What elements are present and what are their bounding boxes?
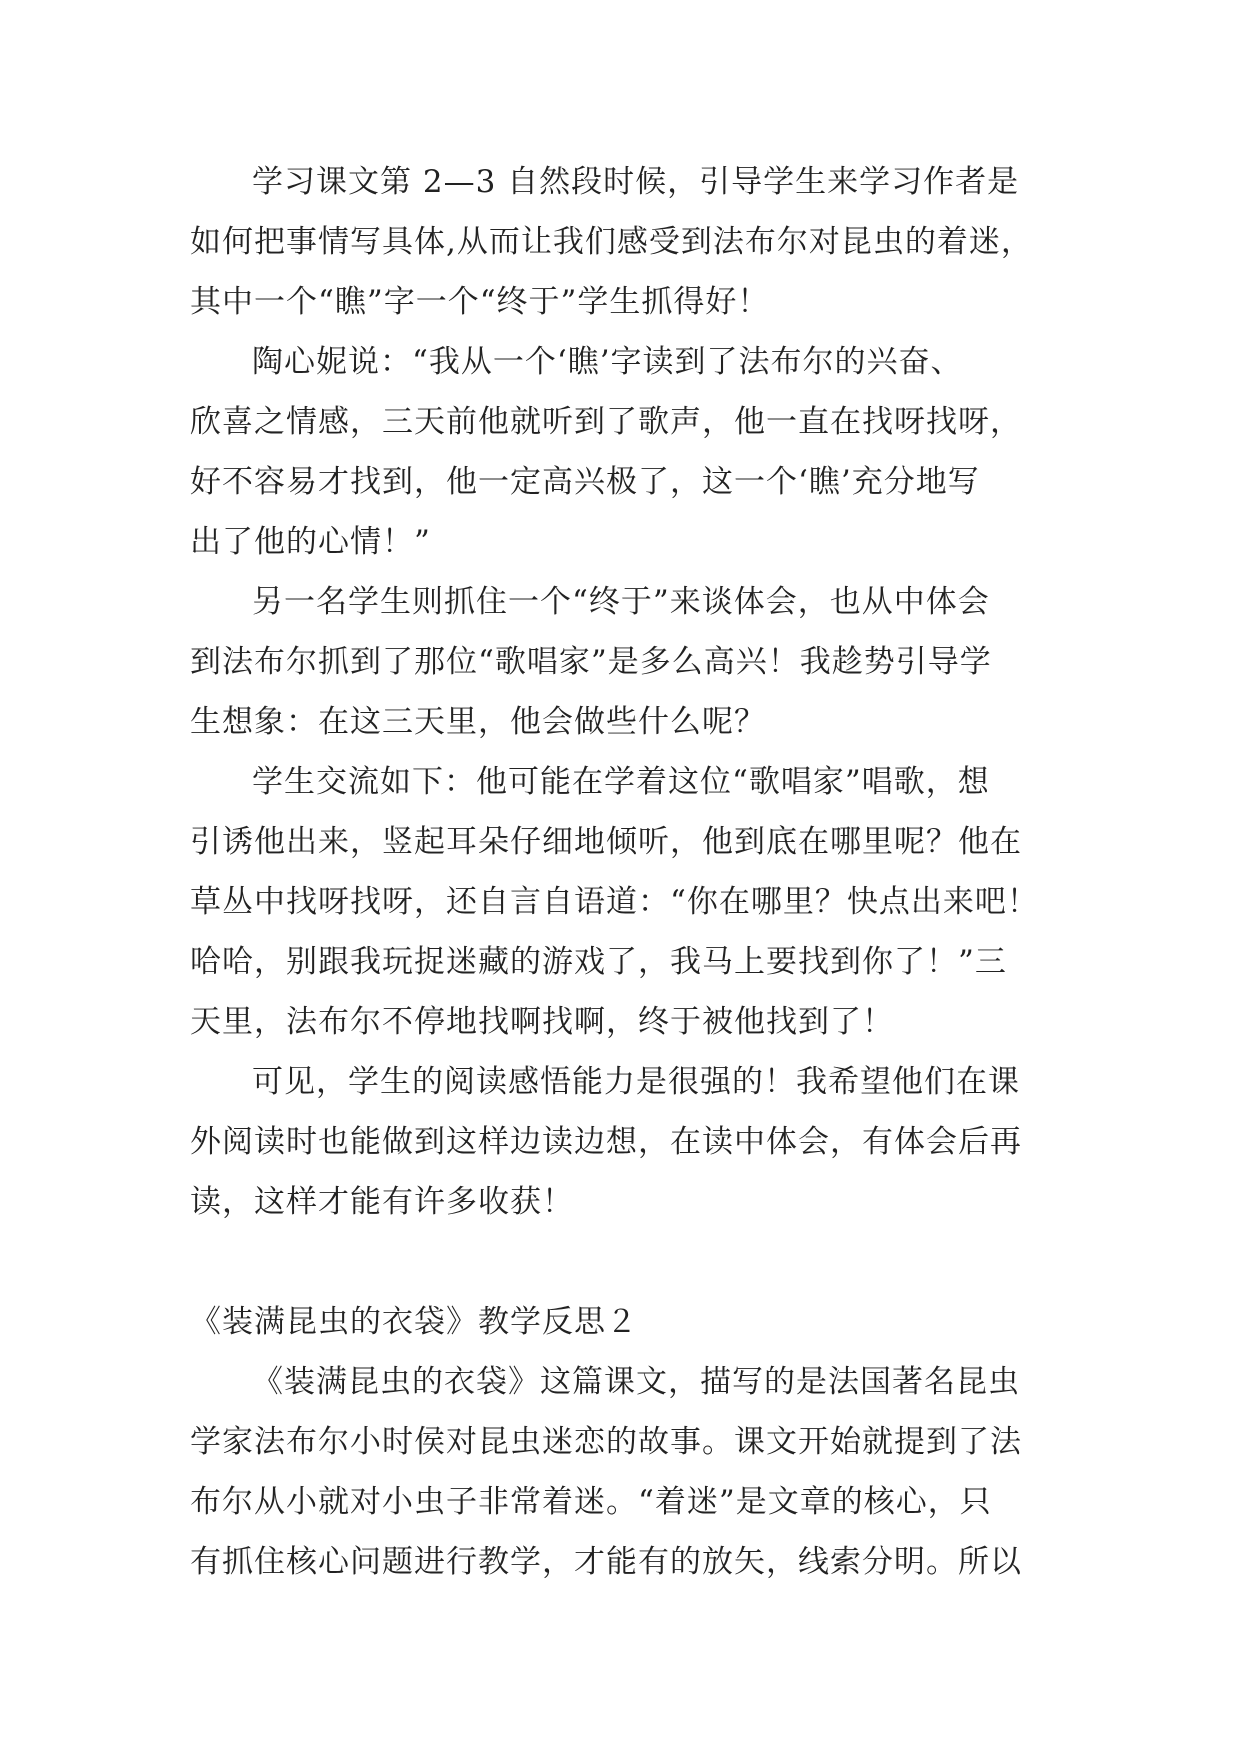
paragraph-4-line-2: 引诱他出来，竖起耳朵仔细地倾听，他到底在哪里呢？他在	[190, 824, 1022, 860]
paragraph-2-line-2: 欣喜之情感，三天前他就听到了歌声，他一直在找呀找呀，	[190, 404, 1022, 440]
paragraph-3-line-2: 到法布尔抓到了那位“歌唱家”是多么高兴！我趁势引导学	[190, 644, 992, 680]
paragraph-6-line-2: 学家法布尔小时侯对昆虫迷恋的故事。课文开始就提到了法	[190, 1424, 1022, 1460]
section-heading: 《装满昆虫的衣袋》教学反思２	[190, 1304, 638, 1340]
paragraph-2-line-3: 好不容易才找到，他一定高兴极了，这一个‘瞧’充分地写	[190, 464, 980, 500]
paragraph-6-line-1: 《装满昆虫的衣袋》这篇课文，描写的是法国著名昆虫	[252, 1364, 1020, 1400]
paragraph-4-line-5: 天里，法布尔不停地找啊找啊，终于被他找到了！	[190, 1004, 894, 1040]
paragraph-3-line-1: 另一名学生则抓住一个“终于”来谈体会，也从中体会	[252, 584, 990, 620]
paragraph-5-line-1: 可见，学生的阅读感悟能力是很强的！我希望他们在课	[252, 1064, 1020, 1100]
paragraph-3-line-3: 生想象：在这三天里，他会做些什么呢？	[190, 704, 766, 740]
paragraph-4-line-4: 哈哈，别跟我玩捉迷藏的游戏了，我马上要找到你了！”三	[190, 944, 1007, 980]
paragraph-2-line-1: 陶心妮说：“我从一个‘瞧’字读到了法布尔的兴奋、	[252, 344, 963, 380]
paragraph-5-line-2: 外阅读时也能做到这样边读边想，在读中体会，有体会后再	[190, 1124, 1022, 1160]
paragraph-6-line-4: 有抓住核心问题进行教学，才能有的放矢，线索分明。所以	[190, 1544, 1022, 1580]
paragraph-2-line-4: 出了他的心情！”	[190, 524, 431, 560]
paragraph-4-line-1: 学生交流如下：他可能在学着这位“歌唱家”唱歌，想	[252, 764, 990, 800]
paragraph-4-line-3: 草丛中找呀找呀，还自言自语道：“你在哪里？快点出来吧！	[190, 884, 1039, 920]
paragraph-1-line-2: 如何把事情写具体,从而让我们感受到法布尔对昆虫的着迷，	[190, 224, 1033, 260]
paragraph-1-line-3: 其中一个“瞧”字一个“终于”学生抓得好！	[190, 284, 770, 320]
paragraph-5-line-3: 读，这样才能有许多收获！	[190, 1184, 574, 1220]
paragraph-6-line-3: 布尔从小就对小虫子非常着迷。“着迷”是文章的核心，只	[190, 1484, 992, 1520]
paragraph-1-line-1: 学习课文第 2—3 自然段时候，引导学生来学习作者是	[252, 164, 1020, 200]
